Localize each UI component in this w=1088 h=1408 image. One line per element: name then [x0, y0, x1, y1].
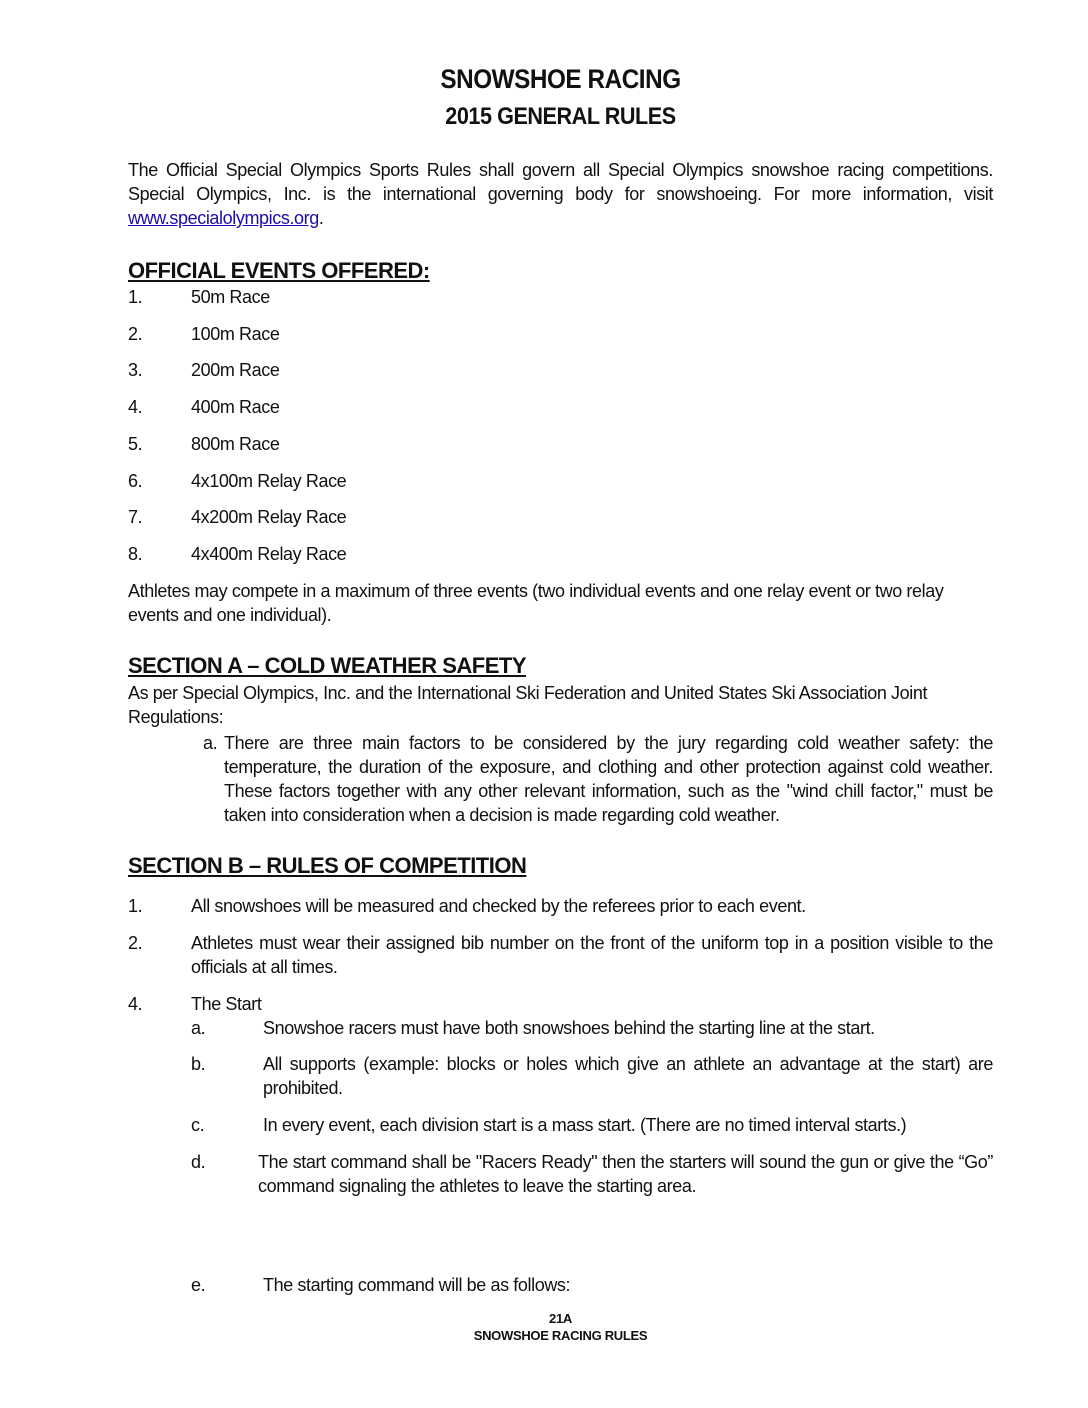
document-title: SNOWSHOE RACING	[440, 64, 681, 94]
event-number: 2.	[128, 324, 143, 344]
page-number: 21A	[549, 1311, 572, 1326]
subitem-letter: a.	[191, 1018, 206, 1038]
subitem-letter: e.	[191, 1275, 206, 1295]
section-b-heading: SECTION B – RULES OF COMPETITION	[128, 853, 527, 878]
event-label: 100m Race	[191, 324, 280, 344]
event-label: 800m Race	[191, 434, 280, 454]
rule-text: All snowshoes will be measured and checked by the referees prior to each event.	[191, 896, 806, 916]
event-label: 4x200m Relay Race	[191, 507, 347, 527]
event-number: 8.	[128, 544, 143, 564]
subitem-letter: c.	[191, 1115, 205, 1135]
section-a-heading: SECTION A – COLD WEATHER SAFETY	[128, 653, 527, 678]
subitem-text: The starting command will be as follows:	[263, 1275, 571, 1295]
subitem-letter: d.	[191, 1152, 206, 1172]
event-number: 5.	[128, 434, 143, 454]
rule-text: The Start	[191, 994, 262, 1014]
intro-paragraph	[128, 158, 993, 230]
section-a-intro: As per Special Olympics, Inc. and the International Ski Federation and United States Ski Association Joint Regulations:	[128, 683, 928, 727]
subitem-letter: b.	[191, 1054, 206, 1074]
document-subtitle: 2015 GENERAL RULES	[445, 103, 676, 130]
events-note: Athletes may compete in a maximum of three events (two individual events and one relay event or two relay events and one individual).	[128, 581, 944, 625]
event-label: 4x400m Relay Race	[191, 544, 347, 564]
event-label: 200m Race	[191, 360, 280, 380]
rule-number: 2.	[128, 933, 143, 953]
events-heading: OFFICIAL EVENTS OFFERED:	[128, 258, 430, 283]
rule-number: 1.	[128, 896, 143, 916]
intro-period: .	[318, 208, 324, 228]
subitem-text: All supports (example: blocks or holes which give an athlete an advantage at the start) are prohibited.	[263, 1054, 993, 1098]
subitem-text: In every event, each division start is a mass start. (There are no timed interval starts.)	[263, 1115, 907, 1135]
event-number: 1.	[128, 287, 143, 307]
rule-text: Athletes must wear their assigned bib number on the front of the uniform top in a position visible to the officials at all times.	[191, 933, 993, 977]
event-number: 6.	[128, 471, 143, 491]
rule-number: 4.	[128, 994, 143, 1014]
section-a-item-text: There are three main factors to be considered by the jury regarding cold weather safety: the temperature, the duration of the exposure, and clothing and other protection against cold weather. These factors together with any other relevant information, such as the "wind chill factor," must be taken into consideration when a decision is made regarding cold weather.	[224, 733, 993, 825]
event-label: 4x100m Relay Race	[191, 471, 347, 491]
footer-label: SNOWSHOE RACING RULES	[473, 1328, 648, 1343]
intro-text: The Official Special Olympics Sports Rules shall govern all Special Olympics snowshoe racing competitions. Special Olympics, Inc. is the international governing body for snowshoeing. For more information, visit	[128, 160, 993, 204]
event-label: 400m Race	[191, 397, 280, 417]
event-label: 50m Race	[191, 287, 270, 307]
event-number: 7.	[128, 507, 143, 527]
subitem-text: The start command shall be "Racers Ready" then the starters will sound the gun or give the “Go” command signaling the athletes to leave the starting area.	[258, 1152, 993, 1196]
event-number: 3.	[128, 360, 143, 380]
section-a-item-letter: a.	[203, 733, 218, 753]
specialolympics-link[interactable]: www.specialolympics.org	[128, 208, 319, 228]
subitem-text: Snowshoe racers must have both snowshoes behind the starting line at the start.	[263, 1018, 875, 1038]
event-number: 4.	[128, 397, 143, 417]
